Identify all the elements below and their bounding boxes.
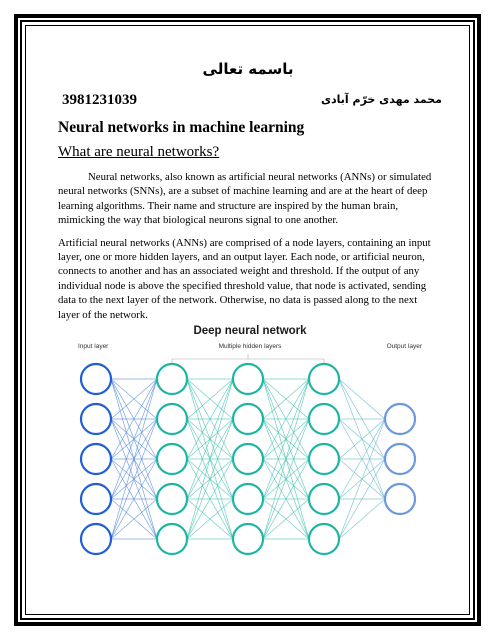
- hidden-2-node: [233, 444, 263, 474]
- author-name: محمد مهدی خرّم آبادی: [320, 93, 442, 106]
- paragraph-1: Neural networks, also known as artificial neural networks (ANNs) or simulated neural networks (SNNs), are a subset of machine learning and are at the heart of deep learning algorithms. Their name and structure are inspired by the human brain, mimicking the way that biological neurons signal to one another.: [58, 171, 432, 227]
- student-id: 3981231039: [62, 92, 137, 108]
- input-node: [81, 484, 111, 514]
- hidden-2-node: [233, 484, 263, 514]
- hidden-layers-bracket: [172, 354, 324, 364]
- connection-line: [339, 499, 385, 539]
- connection-line: [339, 419, 385, 539]
- hidden-3-node: [309, 484, 339, 514]
- output-layer-label: Output layer: [386, 343, 422, 350]
- output-node: [385, 484, 415, 514]
- hidden-1-node: [157, 364, 187, 394]
- network-graphic: [60, 322, 440, 594]
- hidden-1-node: [157, 444, 187, 474]
- document-body: [58, 58, 442, 322]
- connection-line: [339, 379, 385, 419]
- diagram-title: Deep neural network: [193, 325, 307, 337]
- output-node: [385, 404, 415, 434]
- hidden-3-node: [309, 524, 339, 554]
- input-node: [81, 524, 111, 554]
- hidden-2-node: [233, 524, 263, 554]
- hidden-2-node: [233, 404, 263, 434]
- input-node: [81, 444, 111, 474]
- hidden-1-node: [157, 524, 187, 554]
- hidden-3-node: [309, 404, 339, 434]
- invocation-heading: باسمه تعالی: [202, 60, 294, 78]
- output-node: [385, 444, 415, 474]
- input-node: [81, 364, 111, 394]
- neural-network-diagram: [60, 322, 440, 594]
- input-node: [81, 404, 111, 434]
- paragraph-2: Artificial neural networks (ANNs) are comprised of a node layers, containing an input layer, one or more hidden layers, and an output layer. Each node, or artificial neuron, connects to another and has an associated weight and threshold. If the output of any individual node is above the specified threshold value, that node is activated, sending data to the next layer of the network. Otherwise, no data is passed along to the next layer of the network.: [58, 236, 431, 321]
- input-layer-label: Input layer: [78, 343, 109, 350]
- hidden-3-node: [309, 364, 339, 394]
- section-heading: What are neural networks?: [58, 144, 220, 160]
- hidden-1-node: [157, 404, 187, 434]
- hidden-1-node: [157, 484, 187, 514]
- identity-row: [58, 88, 442, 112]
- document-title: Neural networks in machine learning: [58, 119, 305, 136]
- hidden-2-node: [233, 364, 263, 394]
- hidden-3-node: [309, 444, 339, 474]
- hidden-layers-label: Multiple hidden layers: [218, 343, 282, 350]
